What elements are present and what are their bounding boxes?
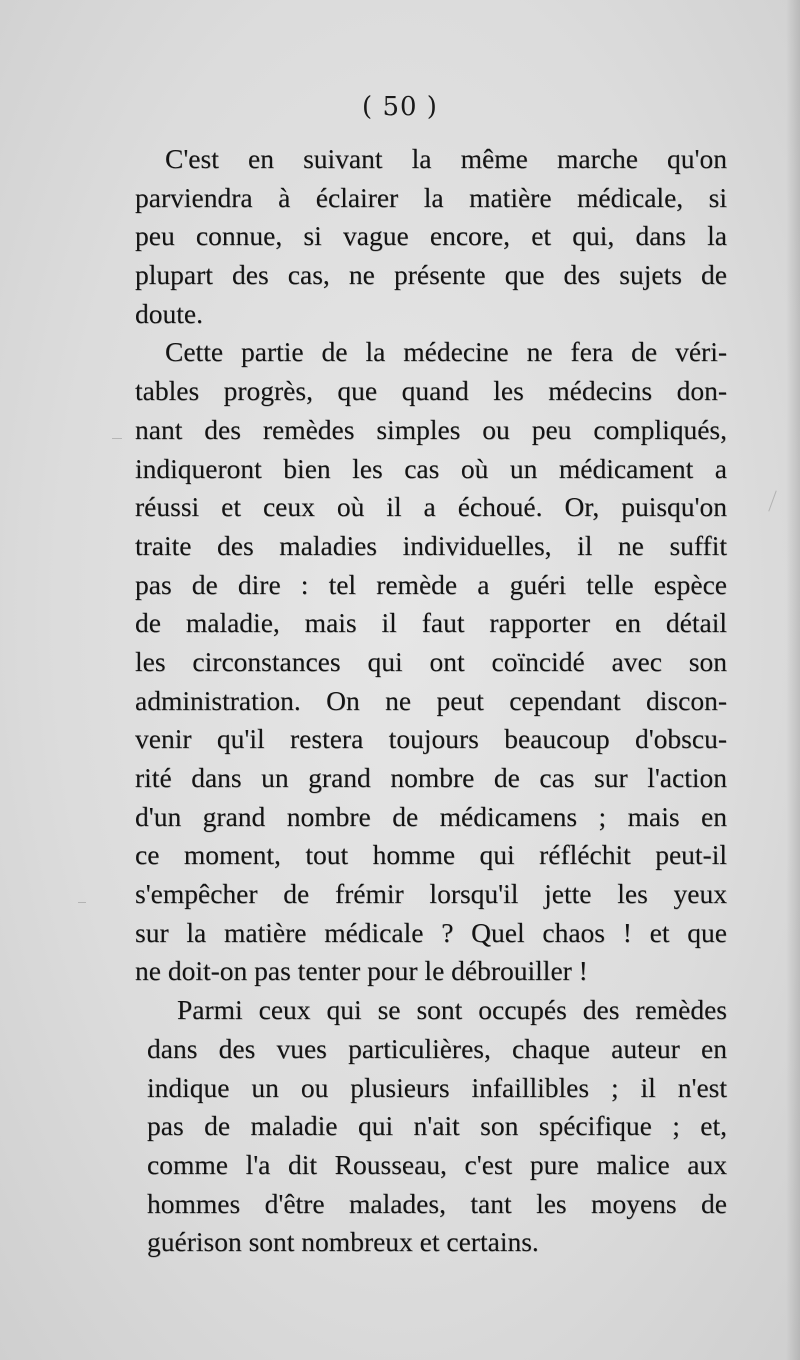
text-line: Cette partie de la médecine ne fera de véri-	[165, 336, 727, 368]
page-edge-shadow	[786, 0, 800, 1360]
paper-speck	[112, 438, 122, 439]
paragraph	[135, 140, 727, 333]
text-line: indique un ou plusieurs infaillibles ; il n'est	[147, 1071, 727, 1103]
text-line: de maladie, mais il faut rapporter en détail	[135, 607, 727, 639]
text-line: les circonstances qui ont coïncidé avec son	[135, 645, 727, 677]
text-line: Parmi ceux qui se sont occupés des remèdes	[177, 994, 727, 1026]
text-line: plupart des cas, ne présente que des sujets de	[135, 259, 727, 291]
text-line: hommes d'être malades, tant les moyens de	[147, 1187, 727, 1219]
text-line: ne doit-on pas tenter pour le débrouiller !	[135, 955, 588, 987]
text-line: peu connue, si vague encore, et qui, dans la	[135, 220, 727, 252]
text-line: réussi et ceux où il a échoué. Or, puisqu'on	[135, 491, 727, 523]
text-line: parviendra à éclairer la matière médicale, si	[135, 181, 727, 213]
text-line: ce moment, tout homme qui réfléchit peut-il	[135, 839, 727, 871]
text-line: comme l'a dit Rousseau, c'est pure malice aux	[147, 1148, 727, 1180]
text-line: C'est en suivant la même marche qu'on	[165, 143, 727, 174]
text-line: tables progrès, que quand les médecins don-	[135, 375, 727, 407]
text-line: venir qu'il restera toujours beaucoup d'obscu-	[135, 723, 727, 755]
paper-speck	[78, 902, 86, 903]
text-line: d'un grand nombre de médicamens ; mais en	[135, 800, 727, 832]
text-line: pas de maladie qui n'ait son spécifique ; et,	[147, 1110, 727, 1142]
text-line: sur la matière médicale ? Quel chaos ! et que	[135, 916, 727, 948]
text-line: administration. On ne peut cependant discon-	[135, 684, 727, 716]
text-line: pas de dire : tel remède a guéri telle espèce	[135, 568, 727, 600]
text-line: s'empêcher de frémir lorsqu'il jette les yeux	[135, 878, 727, 910]
paper-speck	[768, 490, 776, 511]
text-line: rité dans un grand nombre de cas sur l'action	[135, 762, 727, 793]
text-line: traite des maladies individuelles, il ne suffit	[135, 529, 727, 561]
text-line: indiqueront bien les cas où un médicament a	[135, 452, 727, 484]
paragraph	[135, 991, 727, 1262]
page-number: ( 50 )	[362, 92, 438, 122]
text-line: guérison sont nombreux et certains.	[147, 1226, 539, 1258]
body-text	[135, 140, 727, 1262]
text-line: nant des remèdes simples ou peu compliqués,	[135, 413, 727, 445]
text-line: doute.	[135, 297, 203, 329]
paragraph	[135, 333, 727, 991]
text-line: dans des vues particulières, chaque auteur en	[147, 1032, 727, 1064]
